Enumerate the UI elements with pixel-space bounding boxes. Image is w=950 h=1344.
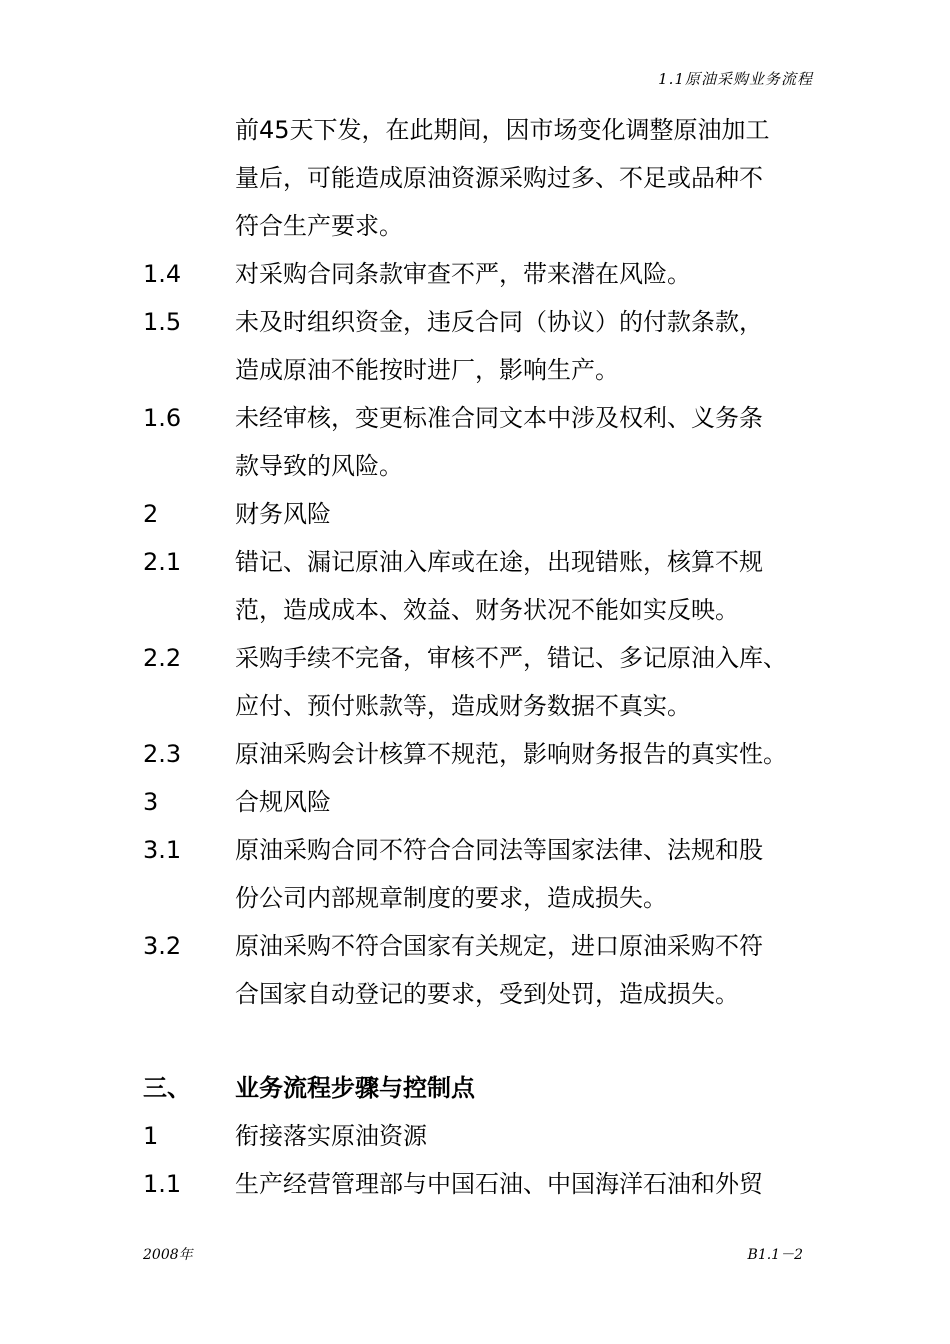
item-text: 份公司内部规章制度的要求，造成损失。 — [235, 884, 667, 912]
text-line — [0, 302, 950, 342]
item-number: 1.6 — [143, 404, 182, 432]
text-line — [0, 926, 950, 966]
item-number: 2.2 — [143, 644, 182, 672]
item-number: 3.2 — [143, 932, 182, 960]
text-line — [0, 686, 950, 726]
section-heading — [0, 782, 950, 822]
text-line — [0, 542, 950, 582]
item-text: 应付、预付账款等，造成财务数据不真实。 — [235, 692, 691, 720]
item-number: 1.4 — [143, 260, 182, 288]
item-text: 量后，可能造成原油资源采购过多、不足或品种不 — [235, 164, 763, 192]
item-text: 合国家自动登记的要求，受到处罚，造成损失。 — [235, 980, 739, 1008]
item-number: 2 — [143, 500, 159, 528]
item-text: 衔接落实原油资源 — [235, 1122, 427, 1150]
item-text: 原油采购不符合国家有关规定，进口原油采购不符 — [235, 932, 763, 960]
section-heading — [0, 1116, 950, 1156]
text-line — [0, 830, 950, 870]
text-line — [0, 638, 950, 678]
text-line — [0, 206, 950, 246]
text-line — [0, 878, 950, 918]
text-line — [0, 158, 950, 198]
footer-page-number: B1.1－2 — [747, 1247, 803, 1263]
item-number: 2.3 — [143, 740, 182, 768]
item-text: 款导致的风险。 — [235, 452, 403, 480]
item-number: 1 — [143, 1122, 159, 1150]
text-line — [0, 398, 950, 438]
item-number: 1.1 — [143, 1170, 182, 1198]
text-line — [0, 350, 950, 390]
section-heading — [0, 494, 950, 534]
item-text: 错记、漏记原油入库或在途，出现错账，核算不规 — [235, 548, 763, 576]
item-number: 1.5 — [143, 308, 182, 336]
page-header-title: 1.1原油采购业务流程 — [658, 70, 813, 88]
item-number: 2.1 — [143, 548, 182, 576]
item-text: 未及时组织资金，违反合同（协议）的付款条款， — [235, 308, 763, 336]
item-text: 财务风险 — [235, 500, 331, 528]
text-line — [0, 974, 950, 1014]
item-text: 合规风险 — [235, 788, 331, 816]
item-text: 生产经营管理部与中国石油、中国海洋石油和外贸 — [235, 1170, 763, 1198]
text-line — [0, 734, 950, 774]
item-text: 对采购合同条款审查不严，带来潜在风险。 — [235, 260, 691, 288]
item-text: 符合生产要求。 — [235, 212, 403, 240]
text-line — [0, 446, 950, 486]
text-line — [0, 254, 950, 294]
item-text: 造成原油不能按时进厂，影响生产。 — [235, 356, 619, 384]
footer-year: 2008年 — [143, 1247, 193, 1263]
text-line — [0, 590, 950, 630]
item-number: 三、 — [143, 1074, 191, 1102]
text-line — [0, 1164, 950, 1204]
item-text: 前45天下发，在此期间，因市场变化调整原油加工 — [235, 116, 770, 144]
item-text: 范，造成成本、效益、财务状况不能如实反映。 — [235, 596, 739, 624]
item-text: 采购手续不完备，审核不严，错记、多记原油入库、 — [235, 644, 787, 672]
item-text: 原油采购合同不符合合同法等国家法律、法规和股 — [235, 836, 763, 864]
item-number: 3.1 — [143, 836, 182, 864]
item-text: 原油采购会计核算不规范，影响财务报告的真实性。 — [235, 740, 787, 768]
chapter-heading — [0, 1068, 950, 1108]
text-line — [0, 110, 950, 150]
item-text: 未经审核，变更标准合同文本中涉及权利、义务条 — [235, 404, 763, 432]
item-number: 3 — [143, 788, 159, 816]
item-text: 业务流程步骤与控制点 — [235, 1074, 475, 1102]
